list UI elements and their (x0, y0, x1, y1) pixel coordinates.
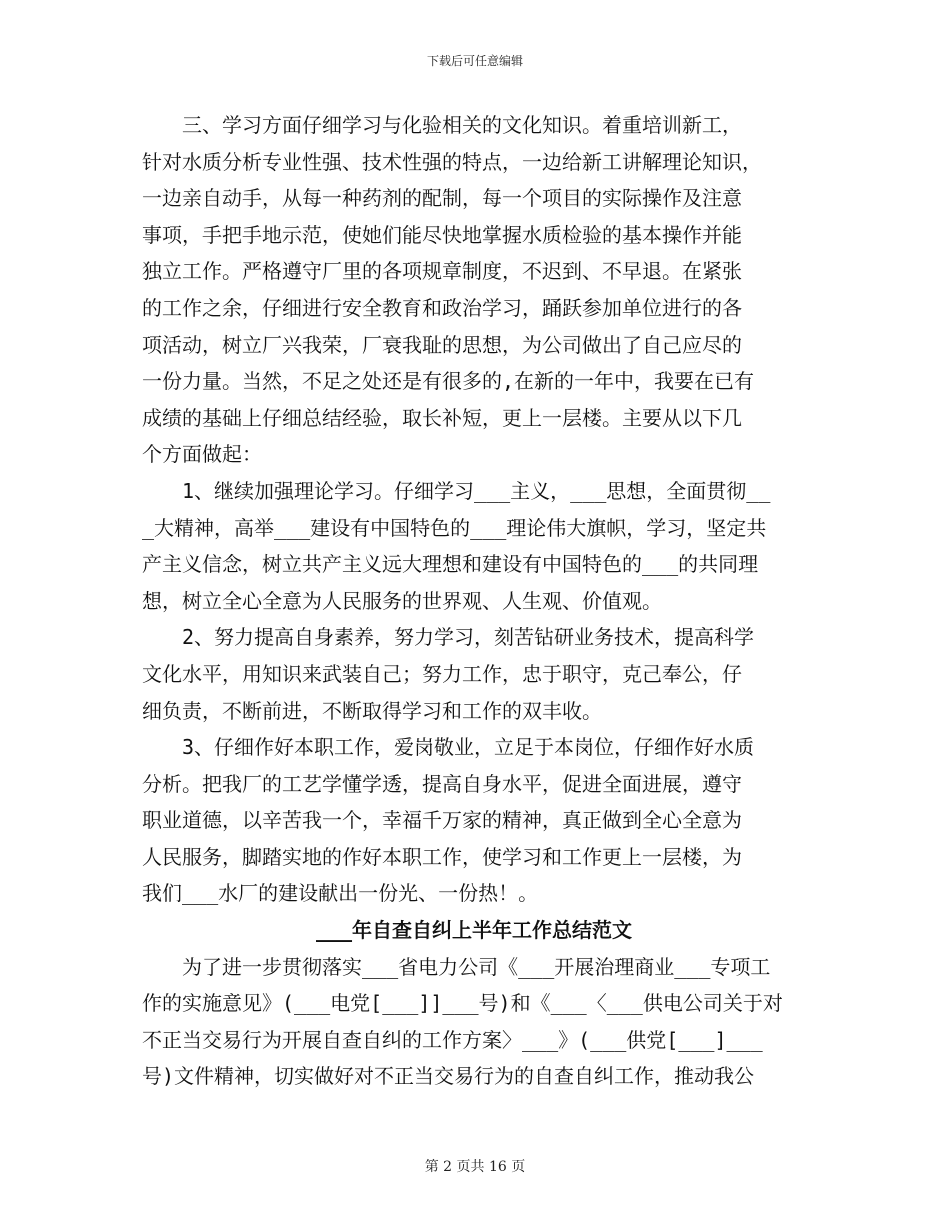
text-line: 1、继续加强理论学习。仔细学习___主义，___思想，全面贯彻__ (182, 478, 771, 503)
text-line: _大精神，高举___建设有中国特色的___理论伟大旗帜，学习，坚定共 (142, 515, 767, 540)
text-line: 作的实施意见》(___电党[___]]___号)和《___〈___供电公司关于对 (142, 991, 783, 1016)
text-line: 产主义信念，树立共产主义远大理想和建设有中国特色的___的共同理 (142, 552, 759, 577)
text-line: 三、学习方面仔细学习与化验相关的文化知识。着重培训新工， (182, 113, 742, 137)
text-line: 成绩的基础上仔细总结经验，取长补短，更上一层楼。主要从以下几 (142, 405, 742, 430)
text-line: 分析。把我厂的工艺学懂学透，提高自身水平，促进全面进展，遵守 (142, 771, 742, 796)
text-line: 我们___水厂的建设献出一份光、一份热！。 (142, 881, 539, 906)
text-line: 独立工作。严格遵守厂里的各项规章制度，不迟到、不早退。在紧张 (142, 259, 742, 284)
text-line: 项活动，树立厂兴我荣，厂衰我耻的思想，为公司做出了自己应尽的 (142, 332, 742, 357)
text-line: 一边亲自动手，从每一种药剂的配制，每一个项目的实际操作及注意 (142, 186, 742, 211)
text-line: 3、仔细作好本职工作，爱岗敬业，立足于本岗位，仔细作好水质 (182, 735, 755, 760)
text-line: 事项，手把手地示范，使她们能尽快地掌握水质检验的基本操作并能 (142, 222, 742, 247)
text-line: 不正当交易行为开展自查自纠的工作方案〉___》(___供党[___]___ (142, 1027, 763, 1052)
text-line: 细负责，不断前进，不断取得学习和工作的双丰收。 (142, 698, 602, 723)
document-body (142, 107, 806, 1095)
section-title: ___年自查自纠上半年工作总结范文 (315, 918, 633, 943)
text-line: 人民服务，脚踏实地的作好本职工作，使学习和工作更上一层楼，为 (142, 844, 742, 869)
page-header: 下载后可任意编辑 (426, 54, 523, 68)
text-line: 个方面做起： (142, 442, 262, 467)
text-line: 号)文件精神，切实做好对不正当交易行为的自查自纠工作，推动我公 (142, 1064, 755, 1089)
text-line: 想，树立全心全意为人民服务的世界观、人生观、价值观。 (142, 588, 662, 613)
text-line: 的工作之余，仔细进行安全教育和政治学习，踊跃参加单位进行的各 (142, 295, 742, 320)
text-line: 针对水质分析专业性强、技术性强的特点，一边给新工讲解理论知识， (142, 149, 762, 174)
text-line: 职业道德，以辛苦我一个，幸福千万家的精神，真正做到全心全意为 (142, 808, 742, 833)
text-line: 2、努力提高自身素养，努力学习，刻苦钻研业务技术，提高科学 (182, 625, 755, 650)
text-line: 为了进一步贯彻落实___省电力公司《___开展治理商业___专项工 (182, 954, 771, 979)
text-line: 文化水平，用知识来武装自己；努力工作，忠于职守，克己奉公，仔 (142, 661, 742, 686)
page-footer: 第 2 页共 16 页 (424, 1159, 526, 1175)
text-line: 一份力量。当然，不足之处还是有很多的,在新的一年中，我要在已有 (142, 369, 755, 394)
